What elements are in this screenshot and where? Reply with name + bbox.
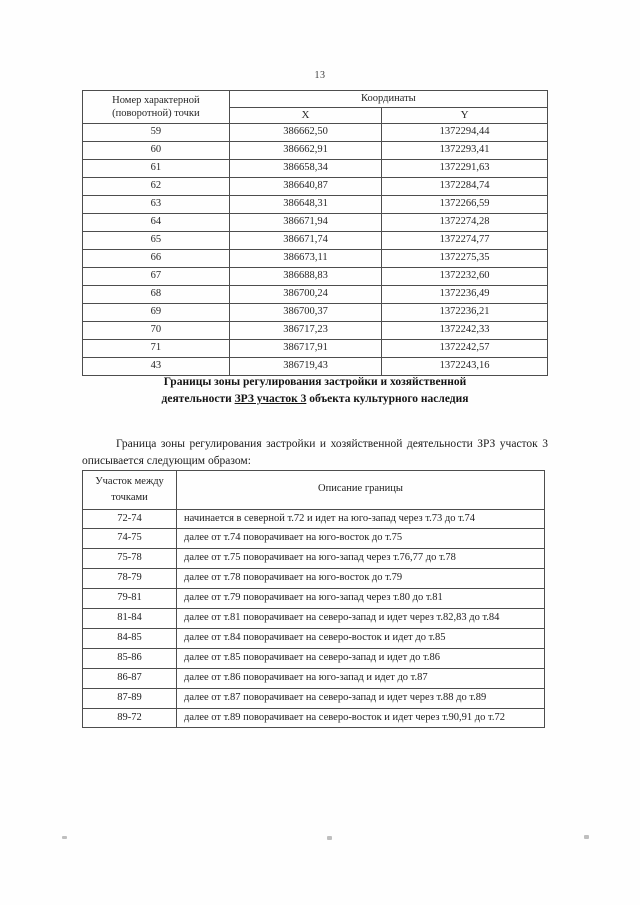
coordinate-x-value: 386648,31 bbox=[229, 195, 381, 213]
coordinate-x-value: 386662,50 bbox=[229, 123, 381, 141]
table-header-row bbox=[83, 91, 548, 108]
description-table bbox=[82, 470, 545, 728]
table-row bbox=[83, 357, 548, 375]
column-header-x: X bbox=[229, 108, 381, 124]
segment-description: далее от т.87 поворачивает на северо-запад и идет через т.88 до т.89 bbox=[177, 688, 545, 708]
scan-artifact bbox=[584, 835, 589, 839]
table-row bbox=[83, 303, 548, 321]
column-header-description: Описание границы bbox=[177, 471, 545, 510]
coordinate-point-number: 64 bbox=[83, 213, 230, 231]
table-row bbox=[83, 628, 545, 648]
column-header-y: Y bbox=[382, 108, 548, 124]
segment-description: далее от т.74 поворачивает на юго-восток до т.75 bbox=[177, 529, 545, 549]
table-row bbox=[83, 231, 548, 249]
coordinate-table-body bbox=[83, 123, 548, 375]
coordinate-y-value: 1372232,60 bbox=[382, 267, 548, 285]
table-row bbox=[83, 708, 545, 728]
table-row bbox=[83, 195, 548, 213]
coordinate-table bbox=[82, 90, 548, 376]
scan-artifact bbox=[327, 836, 332, 840]
coordinate-x-value: 386671,94 bbox=[229, 213, 381, 231]
column-header-segment: Участок между точками bbox=[83, 471, 177, 510]
coordinate-y-value: 1372242,57 bbox=[382, 339, 548, 357]
segment-points: 81-84 bbox=[83, 609, 177, 629]
table-row bbox=[83, 569, 545, 589]
page-number: 13 bbox=[314, 70, 326, 81]
segment-description: далее от т.89 поворачивает на северо-восток и идет через т.90,91 до т.72 bbox=[177, 708, 545, 728]
segment-description: начинается в северной т.72 и идет на юго-запад через т.73 до т.74 bbox=[177, 509, 545, 529]
column-header-coordinates: Координаты bbox=[229, 91, 547, 108]
coordinate-table-container bbox=[82, 90, 548, 376]
coordinate-y-value: 1372236,49 bbox=[382, 285, 548, 303]
section-heading-line-2-prefix: деятельности bbox=[161, 392, 235, 405]
coordinate-x-value: 386688,83 bbox=[229, 267, 381, 285]
coordinate-point-number: 68 bbox=[83, 285, 230, 303]
table-row bbox=[83, 213, 548, 231]
table-row bbox=[83, 529, 545, 549]
table-row bbox=[83, 509, 545, 529]
coordinate-point-number: 70 bbox=[83, 321, 230, 339]
coordinate-point-number: 66 bbox=[83, 249, 230, 267]
table-row bbox=[83, 549, 545, 569]
section-heading-line-2 bbox=[82, 391, 548, 408]
table-row bbox=[83, 177, 548, 195]
section-heading-line-1: Границы зоны регулирования застройки и хозяйственной bbox=[163, 376, 467, 388]
table-header-row bbox=[83, 471, 545, 510]
coordinate-y-value: 1372236,21 bbox=[382, 303, 548, 321]
coordinate-point-number: 59 bbox=[83, 123, 230, 141]
table-row bbox=[83, 688, 545, 708]
section-heading-zone-name: ЗРЗ участок 3 bbox=[234, 392, 307, 405]
coordinate-x-value: 386671,74 bbox=[229, 231, 381, 249]
coordinate-y-value: 1372274,28 bbox=[382, 213, 548, 231]
segment-description: далее от т.85 поворачивает на северо-запад и идет до т.86 bbox=[177, 648, 545, 668]
description-table-body bbox=[83, 509, 545, 728]
segment-description: далее от т.86 поворачивает на юго-запад и идет до т.87 bbox=[177, 668, 545, 688]
coordinate-y-value: 1372291,63 bbox=[382, 159, 548, 177]
coordinate-y-value: 1372294,44 bbox=[382, 123, 548, 141]
section-heading bbox=[82, 374, 548, 407]
coordinate-y-value: 1372266,59 bbox=[382, 195, 548, 213]
description-table-header bbox=[83, 471, 545, 510]
segment-points: 79-81 bbox=[83, 589, 177, 609]
intro-paragraph: Граница зоны регулирования застройки и хозяйственной деятельности ЗРЗ участок 3 описывается следующим образом: bbox=[82, 437, 548, 468]
coordinate-point-number: 65 bbox=[83, 231, 230, 249]
table-row bbox=[83, 668, 545, 688]
segment-points: 72-74 bbox=[83, 509, 177, 529]
table-row bbox=[83, 589, 545, 609]
table-row bbox=[83, 321, 548, 339]
coordinate-point-number: 67 bbox=[83, 267, 230, 285]
table-row bbox=[83, 123, 548, 141]
table-row bbox=[83, 159, 548, 177]
description-table-container bbox=[82, 470, 545, 728]
table-row bbox=[83, 648, 545, 668]
segment-points: 75-78 bbox=[83, 549, 177, 569]
coordinate-x-value: 386662,91 bbox=[229, 141, 381, 159]
section-heading-line-2-suffix: объекта культурного наследия bbox=[306, 392, 469, 405]
coordinate-x-value: 386717,23 bbox=[229, 321, 381, 339]
table-row bbox=[83, 141, 548, 159]
coordinate-x-value: 386719,43 bbox=[229, 357, 381, 375]
coordinate-y-value: 1372284,74 bbox=[382, 177, 548, 195]
coordinate-x-value: 386717,91 bbox=[229, 339, 381, 357]
segment-description: далее от т.81 поворачивает на северо-запад и идет через т.82,83 до т.84 bbox=[177, 609, 545, 629]
coordinate-x-value: 386700,24 bbox=[229, 285, 381, 303]
table-row bbox=[83, 609, 545, 629]
segment-points: 87-89 bbox=[83, 688, 177, 708]
coordinate-y-value: 1372274,77 bbox=[382, 231, 548, 249]
table-row bbox=[83, 249, 548, 267]
segment-description: далее от т.75 поворачивает на юго-запад через т.76,77 до т.78 bbox=[177, 549, 545, 569]
segment-description: далее от т.84 поворачивает на северо-восток и идет до т.85 bbox=[177, 628, 545, 648]
column-header-point-number: Номер характерной (поворотной) точки bbox=[83, 91, 230, 124]
coordinate-table-header bbox=[83, 91, 548, 124]
coordinate-x-value: 386658,34 bbox=[229, 159, 381, 177]
coordinate-point-number: 61 bbox=[83, 159, 230, 177]
coordinate-point-number: 43 bbox=[83, 357, 230, 375]
table-row bbox=[83, 267, 548, 285]
segment-points: 85-86 bbox=[83, 648, 177, 668]
table-row bbox=[83, 285, 548, 303]
coordinate-point-number: 69 bbox=[83, 303, 230, 321]
coordinate-x-value: 386673,11 bbox=[229, 249, 381, 267]
segment-description: далее от т.79 поворачивает на юго-запад через т.80 до т.81 bbox=[177, 589, 545, 609]
segment-points: 89-72 bbox=[83, 708, 177, 728]
coordinate-point-number: 62 bbox=[83, 177, 230, 195]
coordinate-point-number: 71 bbox=[83, 339, 230, 357]
coordinate-point-number: 63 bbox=[83, 195, 230, 213]
coordinate-x-value: 386640,87 bbox=[229, 177, 381, 195]
coordinate-y-value: 1372275,35 bbox=[382, 249, 548, 267]
coordinate-y-value: 1372242,33 bbox=[382, 321, 548, 339]
table-row bbox=[83, 339, 548, 357]
segment-description: далее от т.78 поворачивает на юго-восток до т.79 bbox=[177, 569, 545, 589]
segment-points: 84-85 bbox=[83, 628, 177, 648]
coordinate-y-value: 1372293,41 bbox=[382, 141, 548, 159]
coordinate-point-number: 60 bbox=[83, 141, 230, 159]
coordinate-y-value: 1372243,16 bbox=[382, 357, 548, 375]
segment-points: 78-79 bbox=[83, 569, 177, 589]
segment-points: 86-87 bbox=[83, 668, 177, 688]
coordinate-x-value: 386700,37 bbox=[229, 303, 381, 321]
scan-artifact bbox=[62, 836, 67, 839]
segment-points: 74-75 bbox=[83, 529, 177, 549]
